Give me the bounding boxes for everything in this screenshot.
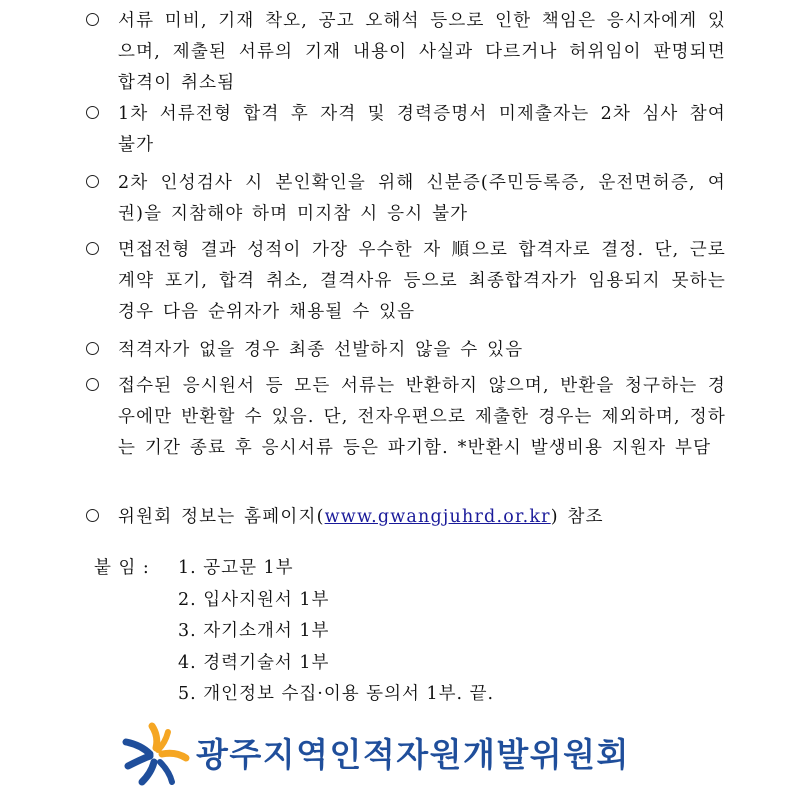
notice-text: 1차 서류전형 합격 후 자격 및 경력증명서 미제출자는 2차 심사 참여 불가 — [118, 104, 726, 155]
attachments-label: 붙 임 : — [94, 558, 150, 578]
notice-text: 접수된 응시원서 등 모든 서류는 반환하지 않으며, 반환을 청구하는 경우에만 반환할 수 있음. 단, 전자우편으로 제출한 경우는 제외하며, 정하는 기간 종료 후 응시서류 등은 파기함. *반환시 발생비용 지원자 부담 — [118, 376, 726, 458]
organization-signature — [122, 722, 642, 786]
notice-item-1 — [86, 6, 726, 99]
hrd-council-logo-icon — [122, 722, 192, 786]
attachment-entry: 2. 입사지원서 1부 — [178, 589, 330, 610]
attachment-entry: 1. 공고문 1부 — [178, 558, 294, 578]
text-after-link: ) 참조 — [550, 507, 604, 527]
notice-text: 적격자가 없을 경우 최종 선발하지 않을 수 있음 — [118, 340, 524, 360]
circle-bullet-icon — [86, 13, 99, 26]
notice-item-4 — [86, 235, 726, 328]
notice-item-3 — [86, 168, 726, 230]
notice-text: 서류 미비, 기재 착오, 공고 오해석 등으로 인한 책임은 응시자에게 있으며, 제출된 서류의 기재 내용이 사실과 다르거나 허위임이 판명되면 합격이 취소됨 — [118, 11, 726, 93]
organization-name: 광주지역인적자원개발위원회 — [196, 735, 630, 774]
attachment-entry: 5. 개인정보 수집·이용 동의서 1부. 끝. — [178, 684, 495, 704]
notice-text — [118, 502, 726, 533]
notice-text: 2차 인성검사 시 본인확인을 위해 신분증(주민등록증, 운전면허증, 여권)을 지참해야 하며 미지참 시 응시 불가 — [118, 173, 726, 224]
circle-bullet-icon — [86, 378, 99, 391]
notice-item-5 — [86, 335, 726, 366]
circle-bullet-icon — [86, 509, 99, 522]
notice-item-2 — [86, 99, 726, 161]
homepage-link[interactable]: www.gwangjuhrd.or.kr — [324, 507, 551, 527]
circle-bullet-icon — [86, 242, 99, 255]
notice-text: 면접전형 결과 성적이 가장 우수한 자 順으로 합격자로 결정. 단, 근로계약 포기, 합격 취소, 결격사유 등으로 최종합격자가 임용되지 못하는 경우 다음 순위자가 채용될 수 있음 — [118, 240, 726, 322]
attachment-entry: 4. 경력기술서 1부 — [178, 652, 330, 673]
notice-item-6 — [86, 371, 726, 464]
circle-bullet-icon — [86, 342, 99, 355]
attachment-entry: 3. 자기소개서 1부 — [178, 621, 330, 641]
circle-bullet-icon — [86, 106, 99, 119]
notice-item-7 — [86, 502, 726, 533]
circle-bullet-icon — [86, 175, 99, 188]
text-before-link: 위원회 정보는 홈페이지( — [118, 507, 325, 527]
